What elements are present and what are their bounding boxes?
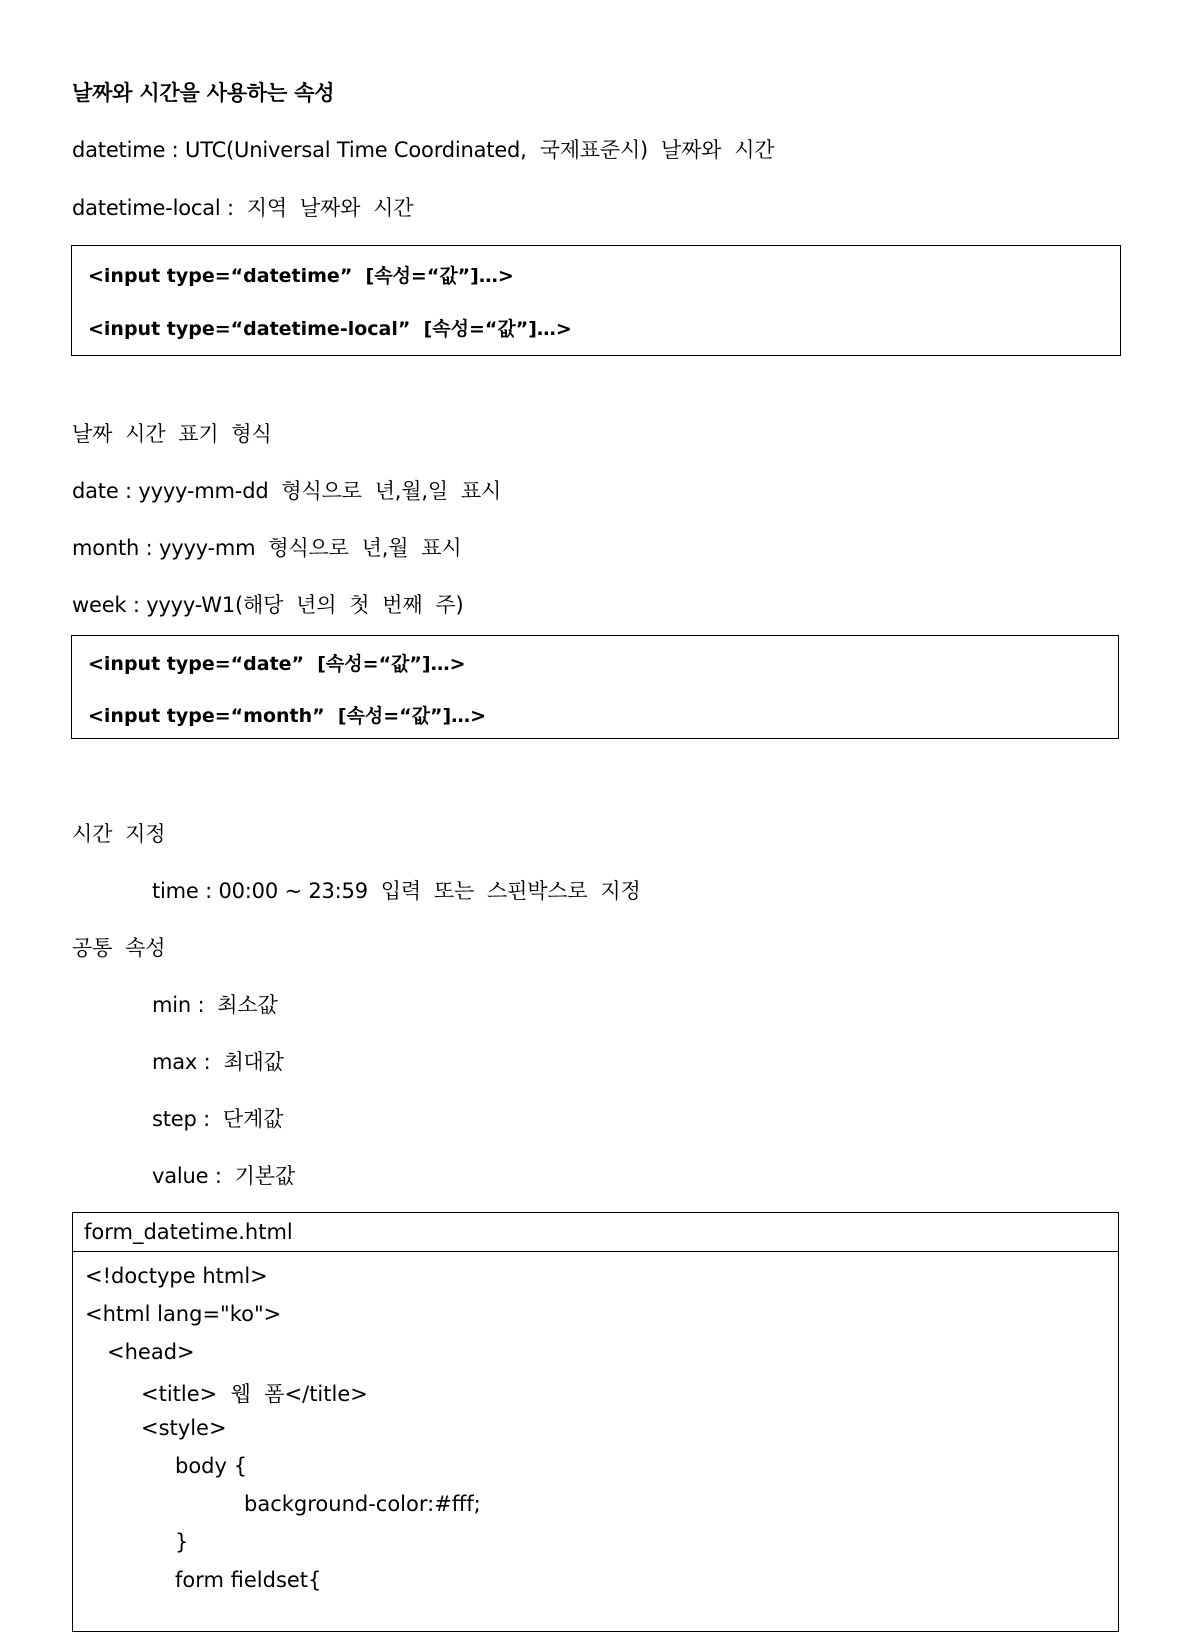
time-line: time : 00:00 ~ 23:59 입력 또는 스핀박스로 지정	[152, 879, 641, 903]
file-name: form_datetime.html	[73, 1213, 1118, 1252]
code-box-date	[71, 635, 1119, 739]
code-line: <input type=“datetime-local” [속성=“값”]…>	[88, 318, 572, 340]
section-title-datetime: 날짜와 시간을 사용하는 속성	[72, 81, 335, 105]
source-line: body {	[175, 1454, 247, 1478]
attr-step: step : 단계값	[152, 1107, 284, 1131]
datetime-description: datetime : UTC(Universal Time Coordinated, 국제표준시) 날짜와 시간	[72, 138, 775, 162]
source-line: <title> 웹 폼</title>	[141, 1382, 368, 1406]
source-listing	[72, 1212, 1119, 1632]
attr-value: value : 기본값	[152, 1164, 295, 1188]
section-title-time: 시간 지정	[72, 822, 166, 846]
week-format-line: week : yyyy-W1(해당 년의 첫 번째 주)	[72, 593, 464, 617]
common-attributes-title: 공통 속성	[72, 936, 166, 960]
source-line: <html lang="ko">	[85, 1302, 282, 1326]
date-format-line: date : yyyy-mm-dd 형식으로 년,월,일 표시	[72, 479, 502, 503]
section-title-format: 날짜 시간 표기 형식	[72, 422, 272, 446]
source-line: <!doctype html>	[85, 1264, 268, 1288]
attr-max: max : 최대값	[152, 1050, 284, 1074]
code-line: <input type=“month” [속성=“값”]…>	[88, 705, 487, 727]
source-line: <style>	[141, 1416, 227, 1440]
datetime-local-description: datetime-local : 지역 날짜와 시간	[72, 196, 414, 220]
code-line: <input type=“datetime” [속성=“값”]…>	[88, 265, 514, 287]
code-line: <input type=“date” [속성=“값”]…>	[88, 653, 466, 675]
month-format-line: month : yyyy-mm 형식으로 년,월 표시	[72, 536, 462, 560]
code-box-datetime	[71, 245, 1121, 356]
source-line: form fieldset{	[175, 1568, 322, 1592]
source-line: <head>	[107, 1340, 195, 1364]
attr-min: min : 최소값	[152, 993, 278, 1017]
source-line: }	[175, 1530, 189, 1554]
source-line: background-color:#fff;	[244, 1492, 481, 1516]
